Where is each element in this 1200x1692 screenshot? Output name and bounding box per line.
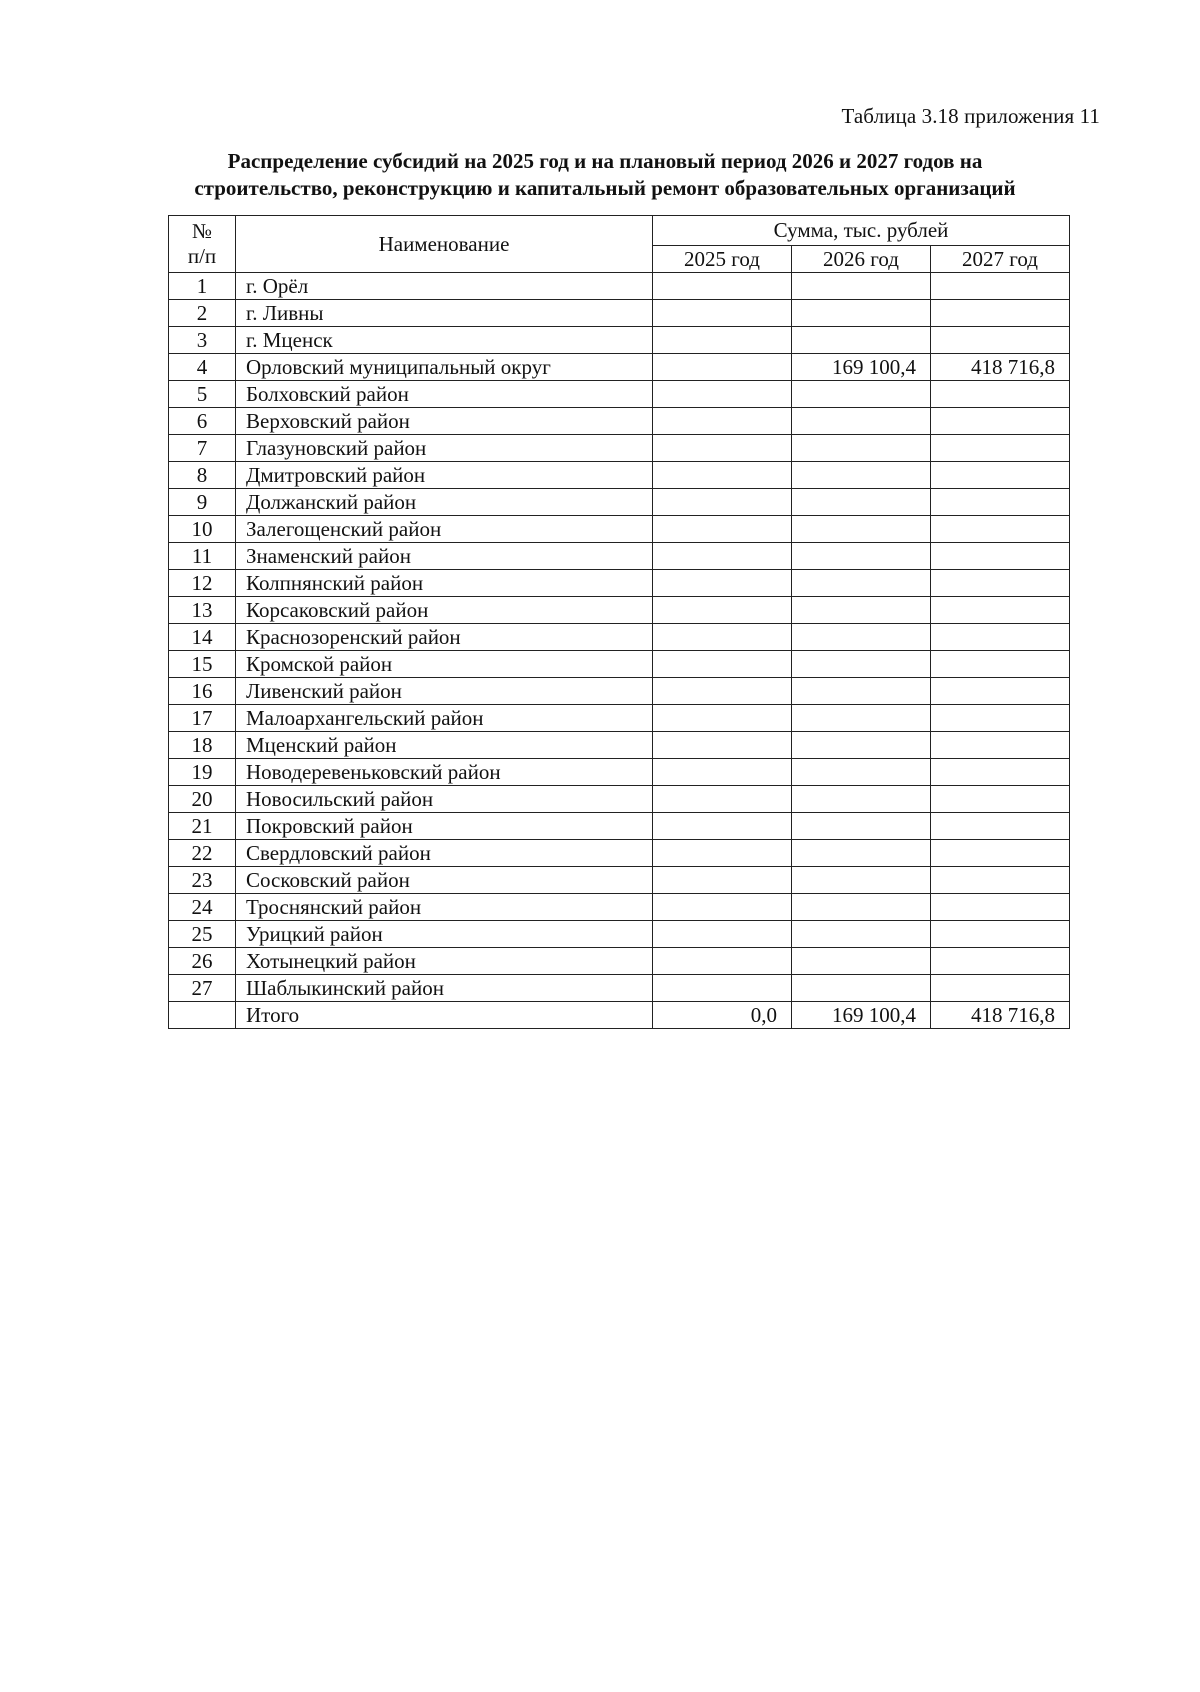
table-row xyxy=(169,678,1070,705)
row-value-2027 xyxy=(931,516,1070,543)
row-value-2025 xyxy=(653,273,792,300)
row-number: 7 xyxy=(169,435,236,462)
row-value-2025 xyxy=(653,894,792,921)
row-value-2025 xyxy=(653,408,792,435)
table-row xyxy=(169,759,1070,786)
table-row xyxy=(169,489,1070,516)
row-value-2027 xyxy=(931,273,1070,300)
table-row xyxy=(169,516,1070,543)
row-value-2026 xyxy=(792,813,931,840)
row-name: Кромской район xyxy=(236,651,653,678)
row-value-2025 xyxy=(653,462,792,489)
row-value-2027 xyxy=(931,300,1070,327)
row-value-2025 xyxy=(653,705,792,732)
row-number: 13 xyxy=(169,597,236,624)
row-number: 5 xyxy=(169,381,236,408)
row-name: Знаменский район xyxy=(236,543,653,570)
row-value-2027 xyxy=(931,570,1070,597)
row-name: Мценский район xyxy=(236,732,653,759)
row-value-2025 xyxy=(653,813,792,840)
row-name: г. Мценск xyxy=(236,327,653,354)
row-name: Колпнянский район xyxy=(236,570,653,597)
row-value-2026 xyxy=(792,921,931,948)
row-value-2025 xyxy=(653,597,792,624)
row-value-2026 xyxy=(792,894,931,921)
row-value-2026 xyxy=(792,759,931,786)
header-year-2027: 2027 год xyxy=(931,246,1070,273)
table-row xyxy=(169,948,1070,975)
row-value-2025 xyxy=(653,570,792,597)
row-value-2025 xyxy=(653,759,792,786)
row-name: Шаблыкинский район xyxy=(236,975,653,1002)
row-number: 18 xyxy=(169,732,236,759)
row-value-2026 xyxy=(792,435,931,462)
row-value-2026 xyxy=(792,840,931,867)
row-name: г. Орёл xyxy=(236,273,653,300)
row-value-2026 xyxy=(792,624,931,651)
row-number: 4 xyxy=(169,354,236,381)
header-name: Наименование xyxy=(236,216,653,273)
row-value-2027 xyxy=(931,651,1070,678)
row-value-2026 xyxy=(792,516,931,543)
row-name: Дмитровский район xyxy=(236,462,653,489)
row-value-2025 xyxy=(653,327,792,354)
table-row xyxy=(169,354,1070,381)
table-row xyxy=(169,273,1070,300)
row-name: Болховский район xyxy=(236,381,653,408)
row-value-2025 xyxy=(653,732,792,759)
row-value-2027 xyxy=(931,975,1070,1002)
row-value-2027 xyxy=(931,408,1070,435)
row-value-2026 xyxy=(792,570,931,597)
table-body xyxy=(169,273,1070,1029)
document-title-line-1: Распределение субсидий на 2025 год и на плановый период 2026 и 2027 годов на xyxy=(227,149,983,173)
row-name: Глазуновский район xyxy=(236,435,653,462)
table-row xyxy=(169,327,1070,354)
row-value-2026 xyxy=(792,327,931,354)
row-name: Сосковский район xyxy=(236,867,653,894)
row-number: 11 xyxy=(169,543,236,570)
row-value-2026 xyxy=(792,408,931,435)
row-number: 23 xyxy=(169,867,236,894)
row-value-2027 xyxy=(931,462,1070,489)
row-value-2025 xyxy=(653,543,792,570)
row-value-2025 xyxy=(653,975,792,1002)
header-number-abbr: п/п xyxy=(187,244,217,268)
row-value-2025 xyxy=(653,921,792,948)
header-year-2026: 2026 год xyxy=(792,246,931,273)
header-number-symbol: № xyxy=(191,219,213,243)
header-year-2025: 2025 год xyxy=(653,246,792,273)
row-value-2026 xyxy=(792,948,931,975)
table-row xyxy=(169,894,1070,921)
row-value-2025 xyxy=(653,435,792,462)
row-number: 15 xyxy=(169,651,236,678)
row-number: 21 xyxy=(169,813,236,840)
row-number: 27 xyxy=(169,975,236,1002)
table-row xyxy=(169,570,1070,597)
row-value-2027 xyxy=(931,543,1070,570)
row-value-2025 xyxy=(653,786,792,813)
row-value-2025 xyxy=(653,651,792,678)
row-value-2026 xyxy=(792,543,931,570)
row-number: 19 xyxy=(169,759,236,786)
row-value-2027 xyxy=(931,624,1070,651)
row-value-2026 xyxy=(792,678,931,705)
row-value-2027 xyxy=(931,948,1070,975)
row-value-2027 xyxy=(931,921,1070,948)
row-name: Новосильский район xyxy=(236,786,653,813)
table-row xyxy=(169,543,1070,570)
row-number: 20 xyxy=(169,786,236,813)
row-name: Верховский район xyxy=(236,408,653,435)
row-value-2025 xyxy=(653,354,792,381)
row-value-2026 xyxy=(792,489,931,516)
row-value-2026 xyxy=(792,786,931,813)
row-value-2027 xyxy=(931,705,1070,732)
row-number: 6 xyxy=(169,408,236,435)
row-number: 10 xyxy=(169,516,236,543)
row-value-2027 xyxy=(931,867,1070,894)
row-value-2025 xyxy=(653,300,792,327)
header-sum: Сумма, тыс. рублей xyxy=(653,216,1070,246)
row-value-2027: 418 716,8 xyxy=(931,354,1070,381)
row-value-2025 xyxy=(653,381,792,408)
row-name: Новодеревеньковский район xyxy=(236,759,653,786)
table-row xyxy=(169,921,1070,948)
row-value-2027 xyxy=(931,678,1070,705)
table-row xyxy=(169,597,1070,624)
row-value-2027 xyxy=(931,489,1070,516)
table-row xyxy=(169,462,1070,489)
table-row xyxy=(169,381,1070,408)
row-name: Хотынецкий район xyxy=(236,948,653,975)
row-number: 2 xyxy=(169,300,236,327)
row-value-2027 xyxy=(931,732,1070,759)
row-name: Малоархангельский район xyxy=(236,705,653,732)
table-row xyxy=(169,786,1070,813)
row-value-2026 xyxy=(792,732,931,759)
row-number: 8 xyxy=(169,462,236,489)
table-row xyxy=(169,840,1070,867)
row-value-2027 xyxy=(931,786,1070,813)
row-number: 24 xyxy=(169,894,236,921)
document-title xyxy=(120,148,1090,202)
row-name: Троснянский район xyxy=(236,894,653,921)
total-label: Итого xyxy=(236,1002,653,1029)
table-header xyxy=(169,216,1070,273)
row-name: Покровский район xyxy=(236,813,653,840)
row-value-2025 xyxy=(653,624,792,651)
row-number: 17 xyxy=(169,705,236,732)
row-name: Краснозоренский район xyxy=(236,624,653,651)
row-name: г. Ливны xyxy=(236,300,653,327)
total-value-2027: 418 716,8 xyxy=(931,1002,1070,1029)
table-row xyxy=(169,651,1070,678)
row-value-2026 xyxy=(792,273,931,300)
table-row xyxy=(169,732,1070,759)
row-number: 12 xyxy=(169,570,236,597)
row-number: 3 xyxy=(169,327,236,354)
header-number xyxy=(169,216,236,273)
row-value-2027 xyxy=(931,894,1070,921)
table-row xyxy=(169,975,1070,1002)
row-value-2025 xyxy=(653,516,792,543)
row-value-2026 xyxy=(792,705,931,732)
row-value-2027 xyxy=(931,327,1070,354)
row-number: 22 xyxy=(169,840,236,867)
row-name: Свердловский район xyxy=(236,840,653,867)
table-row xyxy=(169,408,1070,435)
row-name: Орловский муниципальный округ xyxy=(236,354,653,381)
table-row xyxy=(169,624,1070,651)
row-value-2027 xyxy=(931,381,1070,408)
row-value-2026 xyxy=(792,867,931,894)
row-value-2027 xyxy=(931,840,1070,867)
table-row xyxy=(169,300,1070,327)
row-value-2027 xyxy=(931,435,1070,462)
row-number: 1 xyxy=(169,273,236,300)
row-value-2026 xyxy=(792,651,931,678)
row-name: Ливенский район xyxy=(236,678,653,705)
row-number: 9 xyxy=(169,489,236,516)
row-name: Должанский район xyxy=(236,489,653,516)
table-reference: Таблица 3.18 приложения 11 xyxy=(841,104,1100,128)
total-number xyxy=(169,1002,236,1029)
row-value-2025 xyxy=(653,948,792,975)
row-value-2027 xyxy=(931,759,1070,786)
document-title-line-2: строительство, реконструкцию и капитальный ремонт образовательных организаций xyxy=(194,176,1016,200)
row-value-2026 xyxy=(792,597,931,624)
table-row xyxy=(169,705,1070,732)
row-value-2026 xyxy=(792,975,931,1002)
row-value-2026 xyxy=(792,300,931,327)
table-row xyxy=(169,435,1070,462)
row-value-2026 xyxy=(792,462,931,489)
row-number: 26 xyxy=(169,948,236,975)
total-value-2026: 169 100,4 xyxy=(792,1002,931,1029)
row-value-2027 xyxy=(931,813,1070,840)
row-value-2025 xyxy=(653,489,792,516)
row-value-2027 xyxy=(931,597,1070,624)
row-number: 25 xyxy=(169,921,236,948)
row-name: Залегощенский район xyxy=(236,516,653,543)
row-value-2025 xyxy=(653,678,792,705)
row-value-2026 xyxy=(792,381,931,408)
row-number: 14 xyxy=(169,624,236,651)
row-value-2025 xyxy=(653,840,792,867)
subsidy-table xyxy=(168,215,1070,1029)
total-row xyxy=(169,1002,1070,1029)
row-value-2026: 169 100,4 xyxy=(792,354,931,381)
row-name: Корсаковский район xyxy=(236,597,653,624)
row-value-2025 xyxy=(653,867,792,894)
table-row xyxy=(169,813,1070,840)
total-value-2025: 0,0 xyxy=(653,1002,792,1029)
table-row xyxy=(169,867,1070,894)
row-name: Урицкий район xyxy=(236,921,653,948)
row-number: 16 xyxy=(169,678,236,705)
